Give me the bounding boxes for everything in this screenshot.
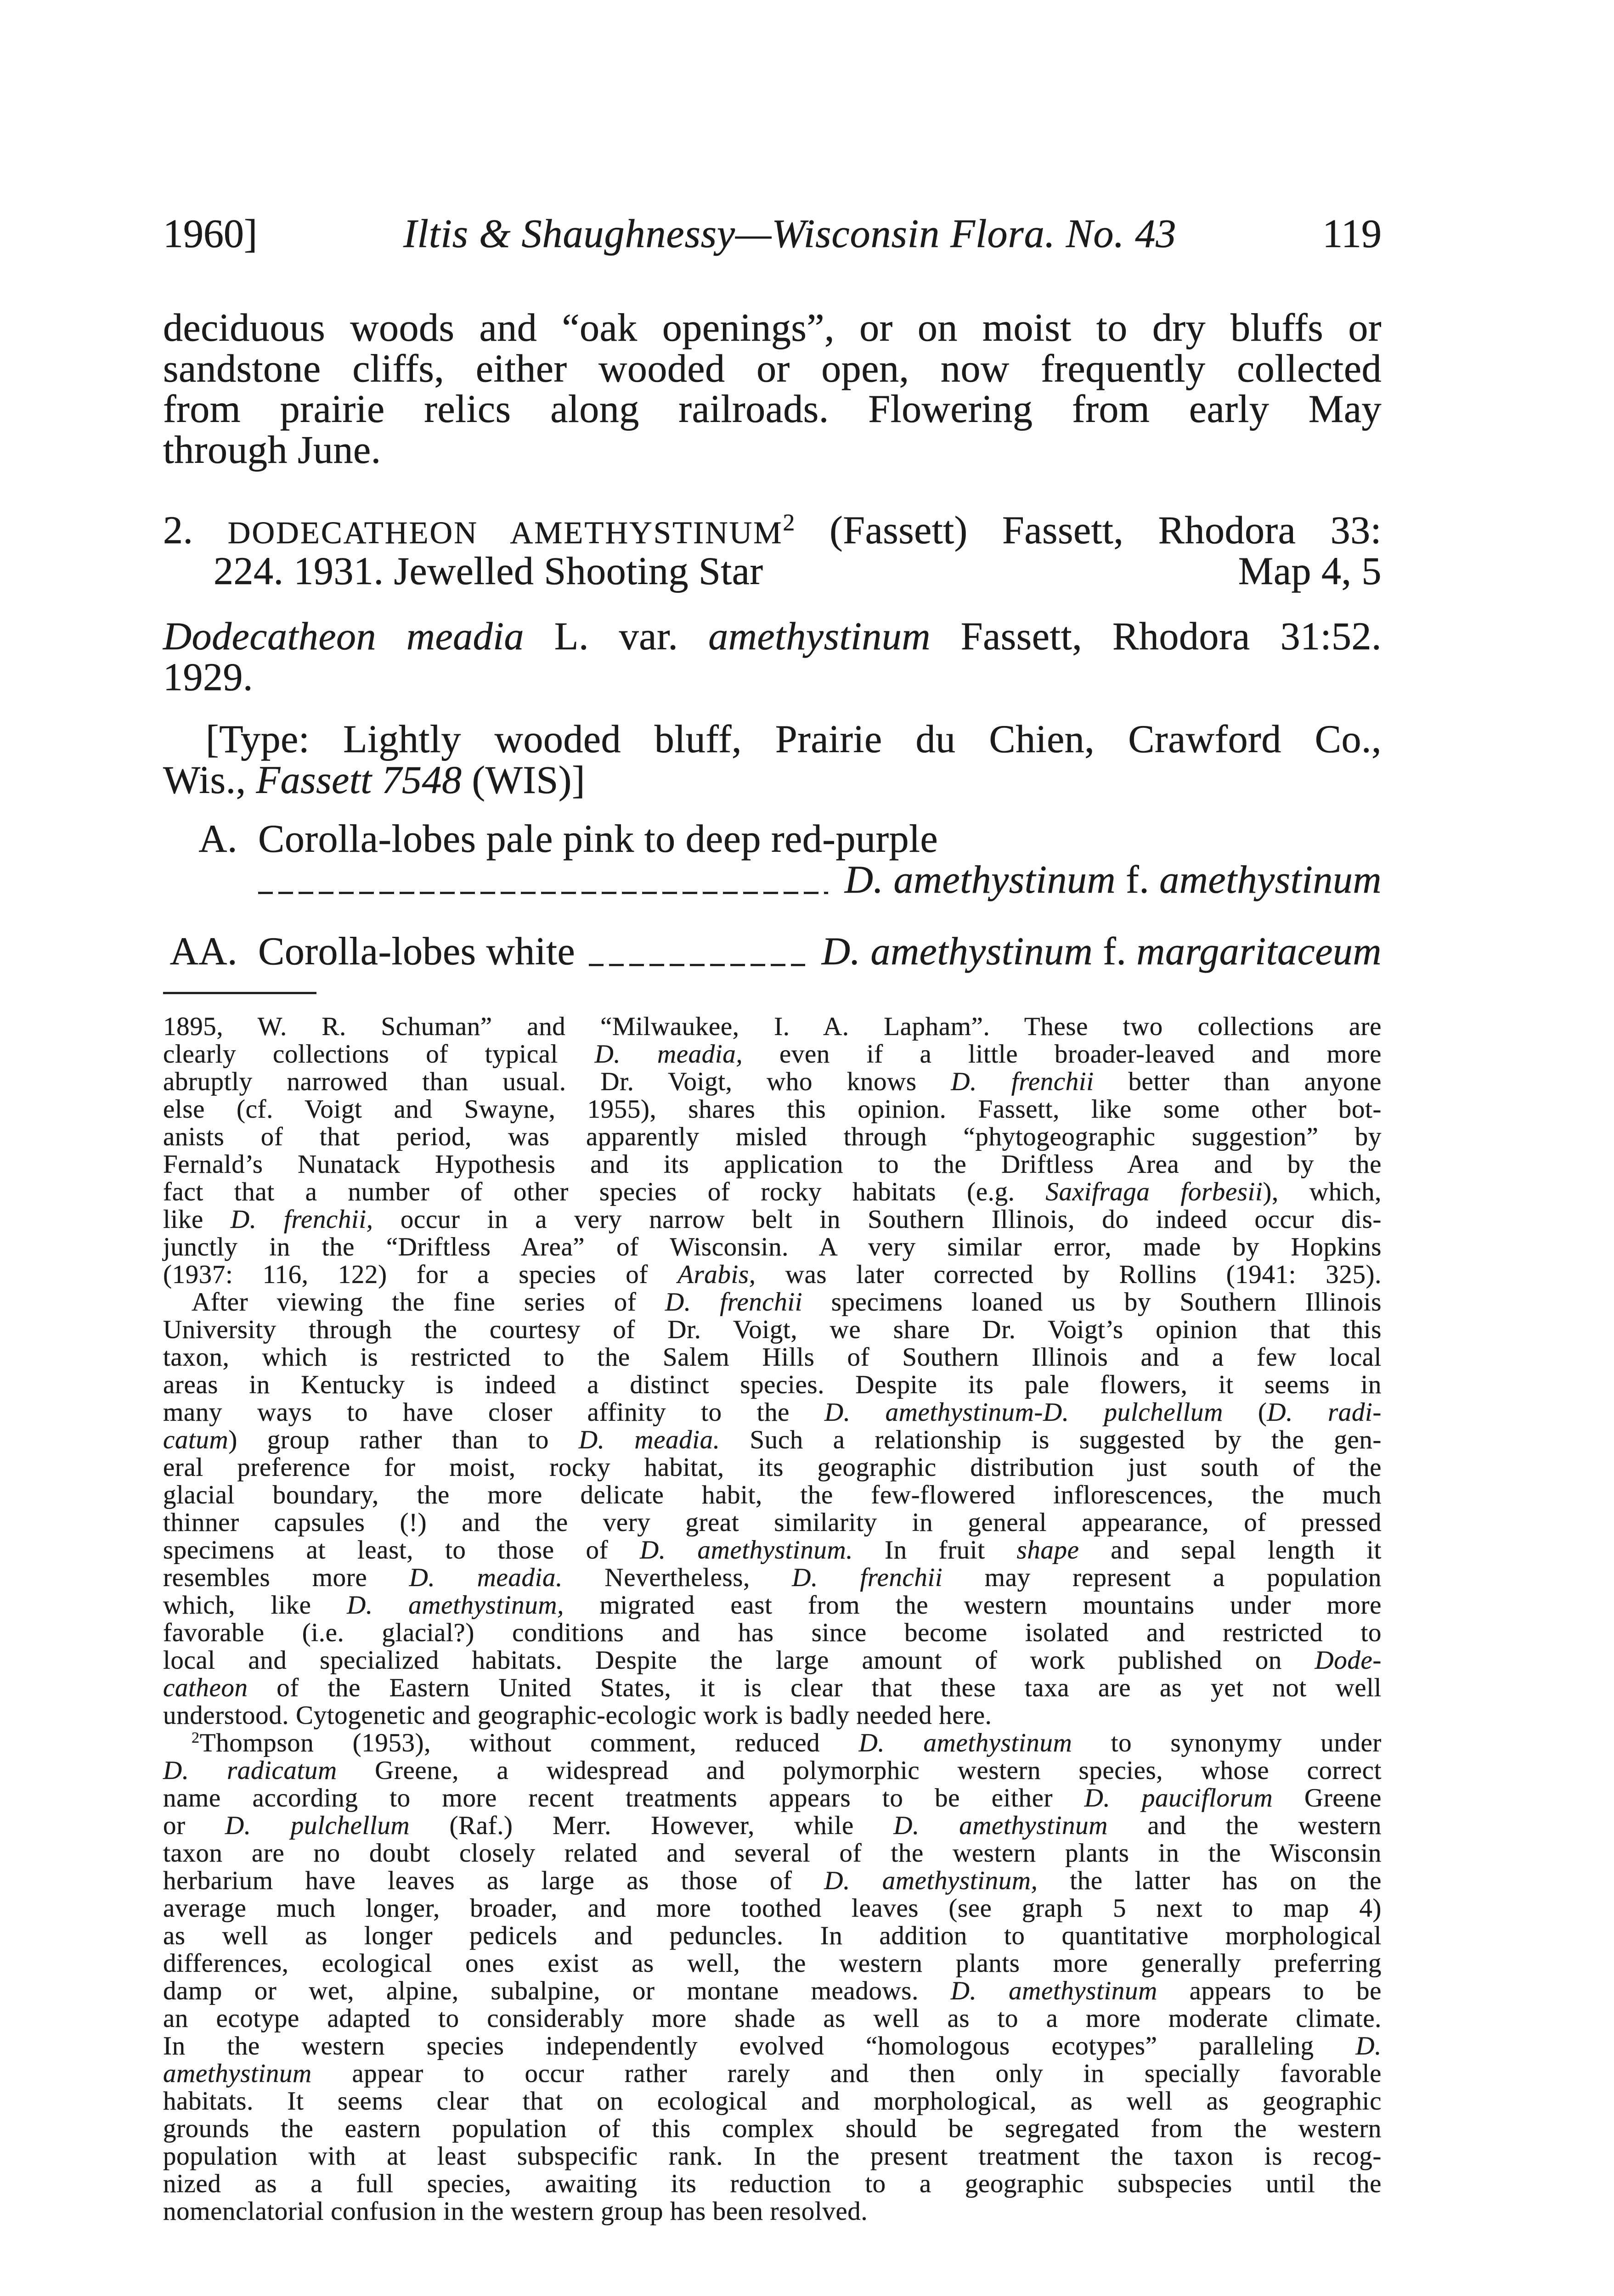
text-run: differences, ecological ones exist as well, the western plants more generally preferring xyxy=(163,1949,1382,1978)
italic-text: amethystinum xyxy=(163,2059,312,2088)
text-run: (WIS)] xyxy=(462,757,586,802)
text-line xyxy=(163,1206,1382,1233)
text-run: ), which, xyxy=(1263,1177,1382,1206)
text-run: damp or wet, alpine, subalpine, or montane meadows. xyxy=(163,1976,951,2005)
italic-text: D. frenchii xyxy=(792,1563,943,1592)
text-run: [Type: Lightly wooded bluff, Prairie du Chien, Crawford Co., xyxy=(206,717,1382,761)
text-line xyxy=(163,1371,1382,1399)
leader-dashes xyxy=(258,892,828,894)
text-line xyxy=(163,1922,1382,1950)
text-line xyxy=(163,1233,1382,1261)
text-run: Wis., xyxy=(163,757,256,802)
text-run: thinner capsules (!) and the very great similarity in general appearance, of pressed xyxy=(163,1508,1382,1537)
text-line xyxy=(163,1895,1382,1922)
text-line xyxy=(163,719,1382,760)
italic-text: D. radi- xyxy=(1267,1398,1382,1427)
text-run: L. var. xyxy=(524,614,709,658)
text-run: resembles more xyxy=(163,1563,409,1592)
text-run: may represent a population xyxy=(942,1563,1382,1592)
text-run: (Fassett) Fassett, Rhodora 33: xyxy=(795,508,1382,552)
italic-text: D. amethystinum-D. pulchellum xyxy=(824,1398,1223,1427)
text-run: was later corrected by Rollins (1941: 325). xyxy=(756,1260,1382,1289)
text-run: nomenclatorial confusion in the western group has been resolved. xyxy=(163,2197,868,2226)
text-run: to synonymy under xyxy=(1072,1728,1382,1757)
text-run: 1929. xyxy=(163,654,253,699)
text-run: 2. xyxy=(163,508,228,552)
text-line xyxy=(163,1812,1382,1840)
text-line xyxy=(163,1702,1382,1729)
text-run: habitats. It seems clear that on ecological and morphological, as well as geographic xyxy=(163,2087,1382,2116)
map-reference: Map 4, 5 xyxy=(1238,548,1382,593)
text-line xyxy=(163,757,1382,802)
text-line xyxy=(163,1647,1382,1674)
italic-text: D. amethystinum xyxy=(844,857,1116,901)
text-line xyxy=(163,1509,1382,1536)
text-run: through June. xyxy=(163,427,381,472)
volume-year: 1960] xyxy=(163,212,258,256)
text-line xyxy=(163,1536,1382,1564)
text-line xyxy=(163,2143,1382,2170)
synonym-citation xyxy=(163,616,1382,697)
text-line xyxy=(163,1068,1382,1096)
text-run: specimens loaned us by Southern Illinois xyxy=(802,1288,1382,1317)
text-run: Fernald’s Nunatack Hypothesis and its application to the Driftless Area and by the xyxy=(163,1150,1382,1179)
key-lead-a xyxy=(163,818,1382,900)
key-lead-aa xyxy=(163,931,1382,972)
text-run: better than anyone xyxy=(1094,1067,1382,1096)
text-line xyxy=(163,1950,1382,1977)
text-run: clearly collections of typical xyxy=(163,1040,595,1069)
key-taxon-name xyxy=(822,931,1382,972)
text-line xyxy=(163,1178,1382,1206)
text-run: areas in Kentucky is indeed a distinct species. Despite its pale flowers, it seems in xyxy=(163,1370,1382,1399)
italic-text: D. amethystinum. xyxy=(640,1536,853,1564)
text-line xyxy=(163,1757,1382,1784)
italic-text: D. frenchii xyxy=(665,1288,803,1317)
text-run: Such a relationship is suggested by the gen- xyxy=(720,1425,1382,1454)
italic-text: D. amethystinum, xyxy=(824,1866,1038,1895)
text-line xyxy=(163,1316,1382,1344)
italic-text: D. pauciflorum xyxy=(1084,1784,1273,1812)
footnotes xyxy=(163,1013,1382,2225)
running-head xyxy=(163,214,1382,255)
text-run: eral preference for moist, rocky habitat, its geographic distribution just south of the xyxy=(163,1453,1382,1482)
key-row xyxy=(163,818,1382,859)
text-run: junctly in the “Driftless Area” of Wisconsin. A very similar error, made by Hopkins xyxy=(163,1232,1382,1261)
text-run: 1895, W. R. Schuman” and “Milwaukee, I. A. Lapham”. These two collections are xyxy=(163,1012,1382,1041)
text-run: from prairie relics along railroads. Flowering from early May xyxy=(163,387,1382,431)
text-run: Greene xyxy=(1273,1784,1382,1812)
footnote-reference: 2 xyxy=(192,1729,200,1747)
text-line xyxy=(163,348,1382,389)
italic-text: D. amethystinum xyxy=(821,929,1093,973)
text-run: f. xyxy=(1093,929,1137,973)
text-line xyxy=(163,1289,1382,1316)
italic-text: amethystinum xyxy=(1159,857,1382,901)
key-taxon-name xyxy=(845,859,1382,900)
text-line xyxy=(163,429,1382,470)
text-line xyxy=(163,2115,1382,2143)
text-line xyxy=(163,1426,1382,1454)
text-line xyxy=(163,1840,1382,1867)
text-line xyxy=(163,1151,1382,1178)
text-run: understood. Cytogenetic and geographic-ecologic work is badly needed here. xyxy=(163,1701,992,1730)
text-line xyxy=(163,510,1382,551)
text-line xyxy=(163,2198,1382,2225)
italic-text: margaritaceum xyxy=(1136,929,1382,973)
text-run: In the western species independently evolved “homologous ecotypes” paralleling xyxy=(163,2032,1356,2060)
text-line xyxy=(163,1619,1382,1647)
text-run: ( xyxy=(1223,1398,1267,1427)
running-title: Iltis & Shaughnessy—Wisconsin Flora. No. 43 xyxy=(403,212,1177,256)
key-character: Corolla-lobes white xyxy=(258,929,576,973)
text-run: and the western xyxy=(1108,1811,1382,1840)
text-line xyxy=(163,2060,1382,2088)
text-run: fact that a number of other species of rocky habitats (e.g. xyxy=(163,1177,1046,1206)
text-run: as well as longer pedicels and peduncles. In addition to quantitative morphological xyxy=(163,1921,1382,1950)
text-run: In fruit xyxy=(853,1536,1017,1564)
text-run: name according to more recent treatments appears to be either xyxy=(163,1784,1084,1812)
text-run: Thompson (1953), without comment, reduced xyxy=(199,1728,859,1757)
text-run: local and specialized habitats. Despite the large amount of work published on xyxy=(163,1646,1315,1675)
text-line xyxy=(163,2032,1382,2060)
text-run: Fassett, Rhodora 31:52. xyxy=(930,614,1382,658)
text-run: the latter has on the xyxy=(1038,1866,1382,1895)
text-line xyxy=(163,1564,1382,1592)
text-run: or xyxy=(163,1811,225,1840)
text-line xyxy=(163,1867,1382,1895)
text-run: glacial boundary, the more delicate habit, the few-flowered inflorescences, the much xyxy=(163,1480,1382,1509)
italic-text: Dodecatheon meadia xyxy=(163,614,525,658)
italic-text: Arabis, xyxy=(677,1260,756,1289)
habitat-paragraph xyxy=(163,307,1382,470)
text-line xyxy=(163,616,1382,657)
text-line xyxy=(163,1784,1382,1812)
footnote-reference: 2 xyxy=(783,509,795,536)
text-run: favorable (i.e. glacial?) conditions and has since become isolated and restricted to xyxy=(163,1618,1382,1647)
text-line xyxy=(163,1123,1382,1151)
footnote-2 xyxy=(163,1729,1382,2225)
italic-text: D. xyxy=(1355,2032,1382,2060)
text-line xyxy=(163,2170,1382,2198)
footnote-1-second-paragraph xyxy=(163,1289,1382,1729)
leader-dashes xyxy=(589,964,805,966)
text-line xyxy=(163,1481,1382,1509)
species-heading xyxy=(163,510,1382,551)
page-number: 119 xyxy=(1322,212,1382,256)
italic-text: D. meadia. xyxy=(409,1563,563,1592)
italic-text: D. radicatum xyxy=(163,1756,337,1785)
key-row xyxy=(163,931,1382,972)
footnote-1-continued xyxy=(163,1013,1382,1289)
italic-text: catum xyxy=(163,1425,229,1454)
text-run: migrated east from the western mountains under more xyxy=(564,1591,1382,1620)
text-run: population with at least subspecific rank. In the present treatment the taxon is recog- xyxy=(163,2142,1382,2171)
text-run: University through the courtesy of Dr. Voigt, we share Dr. Voigt’s opinion that this xyxy=(163,1315,1382,1344)
text-run: appear to occur rather rarely and then only in specially favorable xyxy=(311,2059,1382,2088)
text-run: abruptly narrowed than usual. Dr. Voigt, who knows xyxy=(163,1067,951,1096)
text-run: taxon, which is restricted to the Salem Hills of Southern Illinois and a few local xyxy=(163,1343,1382,1372)
text-line xyxy=(163,2088,1382,2115)
text-run: Nevertheless, xyxy=(563,1563,792,1592)
italic-text: Fassett 7548 xyxy=(256,757,462,802)
text-run: which, like xyxy=(163,1591,347,1620)
text-run: and sepal length it xyxy=(1079,1536,1382,1564)
text-run: grounds the eastern population of this complex should be segregated from the western xyxy=(163,2114,1382,2143)
text-line xyxy=(163,1454,1382,1481)
text-run: Greene, a widespread and polymorphic western species, whose correct xyxy=(337,1756,1382,1785)
text-run: anists of that period, was apparently misled through “phytogeographic suggestion” by xyxy=(163,1122,1382,1151)
italic-text: D. pulchellum xyxy=(225,1811,410,1840)
text-run: many ways to have closer affinity to the xyxy=(163,1398,825,1427)
footnote-rule xyxy=(163,992,316,994)
text-run: occur in a very narrow belt in Southern Illinois, do indeed occur dis- xyxy=(373,1205,1382,1234)
text-run: taxon are no doubt closely related and several of the western plants in the Wisconsin xyxy=(163,1839,1382,1868)
text-run: f. xyxy=(1116,857,1160,901)
text-run: specimens at least, to those of xyxy=(163,1536,640,1564)
text-line xyxy=(163,307,1382,348)
small-caps-name: DODECATHEON AMETHYSTINUM xyxy=(227,515,783,550)
text-run: else (cf. Voigt and Swayne, 1955), shares this opinion. Fassett, like some other bot- xyxy=(163,1095,1382,1124)
italic-text: D. frenchii, xyxy=(231,1205,373,1234)
citation-line xyxy=(163,548,1382,593)
key-result-row xyxy=(163,859,1382,900)
text-line xyxy=(163,654,1382,699)
italic-text: catheon xyxy=(163,1673,248,1702)
text-line xyxy=(163,1399,1382,1426)
text-line xyxy=(163,1674,1382,1702)
italic-text: amethystinum xyxy=(708,614,931,658)
text-run: (1937: 116, 122) for a species of xyxy=(163,1260,678,1289)
italic-text: Dode- xyxy=(1315,1646,1382,1675)
text-run: ) group rather than to xyxy=(228,1425,579,1454)
text-line xyxy=(163,1977,1382,2005)
italic-text: D. amethystinum xyxy=(893,1811,1108,1840)
italic-text: shape xyxy=(1016,1536,1079,1564)
text-run: herbarium have leaves as large as those of xyxy=(163,1866,824,1895)
text-line xyxy=(163,1592,1382,1619)
text-line xyxy=(163,2005,1382,2032)
text-line xyxy=(163,1344,1382,1371)
italic-text: D. meadia. xyxy=(578,1425,720,1454)
text-run: nized as a full species, awaiting its reduction to a geographic subspecies until the xyxy=(163,2169,1382,2198)
text-run: After viewing the fine series of xyxy=(192,1288,666,1317)
text-run: like xyxy=(163,1205,231,1234)
italic-text: Saxifraga forbesii xyxy=(1045,1177,1263,1206)
text-line xyxy=(163,1096,1382,1123)
text-run: appears to be xyxy=(1157,1976,1382,2005)
citation-continued: 224. 1931. Jewelled Shooting Star xyxy=(214,548,763,593)
text-run: even if a little broader-leaved and more xyxy=(743,1040,1382,1069)
text-run: sandstone cliffs, either wooded or open, now frequently collected xyxy=(163,346,1382,390)
text-run: deciduous woods and “oak openings”, or on moist to dry bluffs or xyxy=(163,305,1382,349)
text-run: an ecotype adapted to considerably more shade as well as to a more moderate climate. xyxy=(163,2004,1382,2033)
text-line xyxy=(163,1041,1382,1068)
text-line xyxy=(163,1013,1382,1041)
italic-text: D. frenchii xyxy=(951,1067,1094,1096)
text-run: average much longer, broader, and more toothed leaves (see graph 5 next to map 4) xyxy=(163,1894,1382,1923)
italic-text: D. amethystinum, xyxy=(347,1591,564,1620)
italic-text: D. meadia, xyxy=(594,1040,743,1069)
key-character: Corolla-lobes pale pink to deep red-purple xyxy=(258,816,938,861)
text-line xyxy=(163,388,1382,429)
text-run: of the Eastern United States, it is clear that these taxa are as yet not well xyxy=(248,1673,1382,1702)
italic-text: D. amethystinum xyxy=(950,1976,1157,2005)
species-entry-heading xyxy=(163,510,1382,591)
text-line xyxy=(163,1729,1382,1757)
key-lead-label: AA. xyxy=(169,929,237,973)
type-citation xyxy=(163,719,1382,800)
text-run: (Raf.) Merr. However, while xyxy=(410,1811,894,1840)
key-lead-label: A. xyxy=(198,816,237,861)
italic-text: D. amethystinum xyxy=(858,1728,1072,1757)
text-line xyxy=(163,1261,1382,1289)
